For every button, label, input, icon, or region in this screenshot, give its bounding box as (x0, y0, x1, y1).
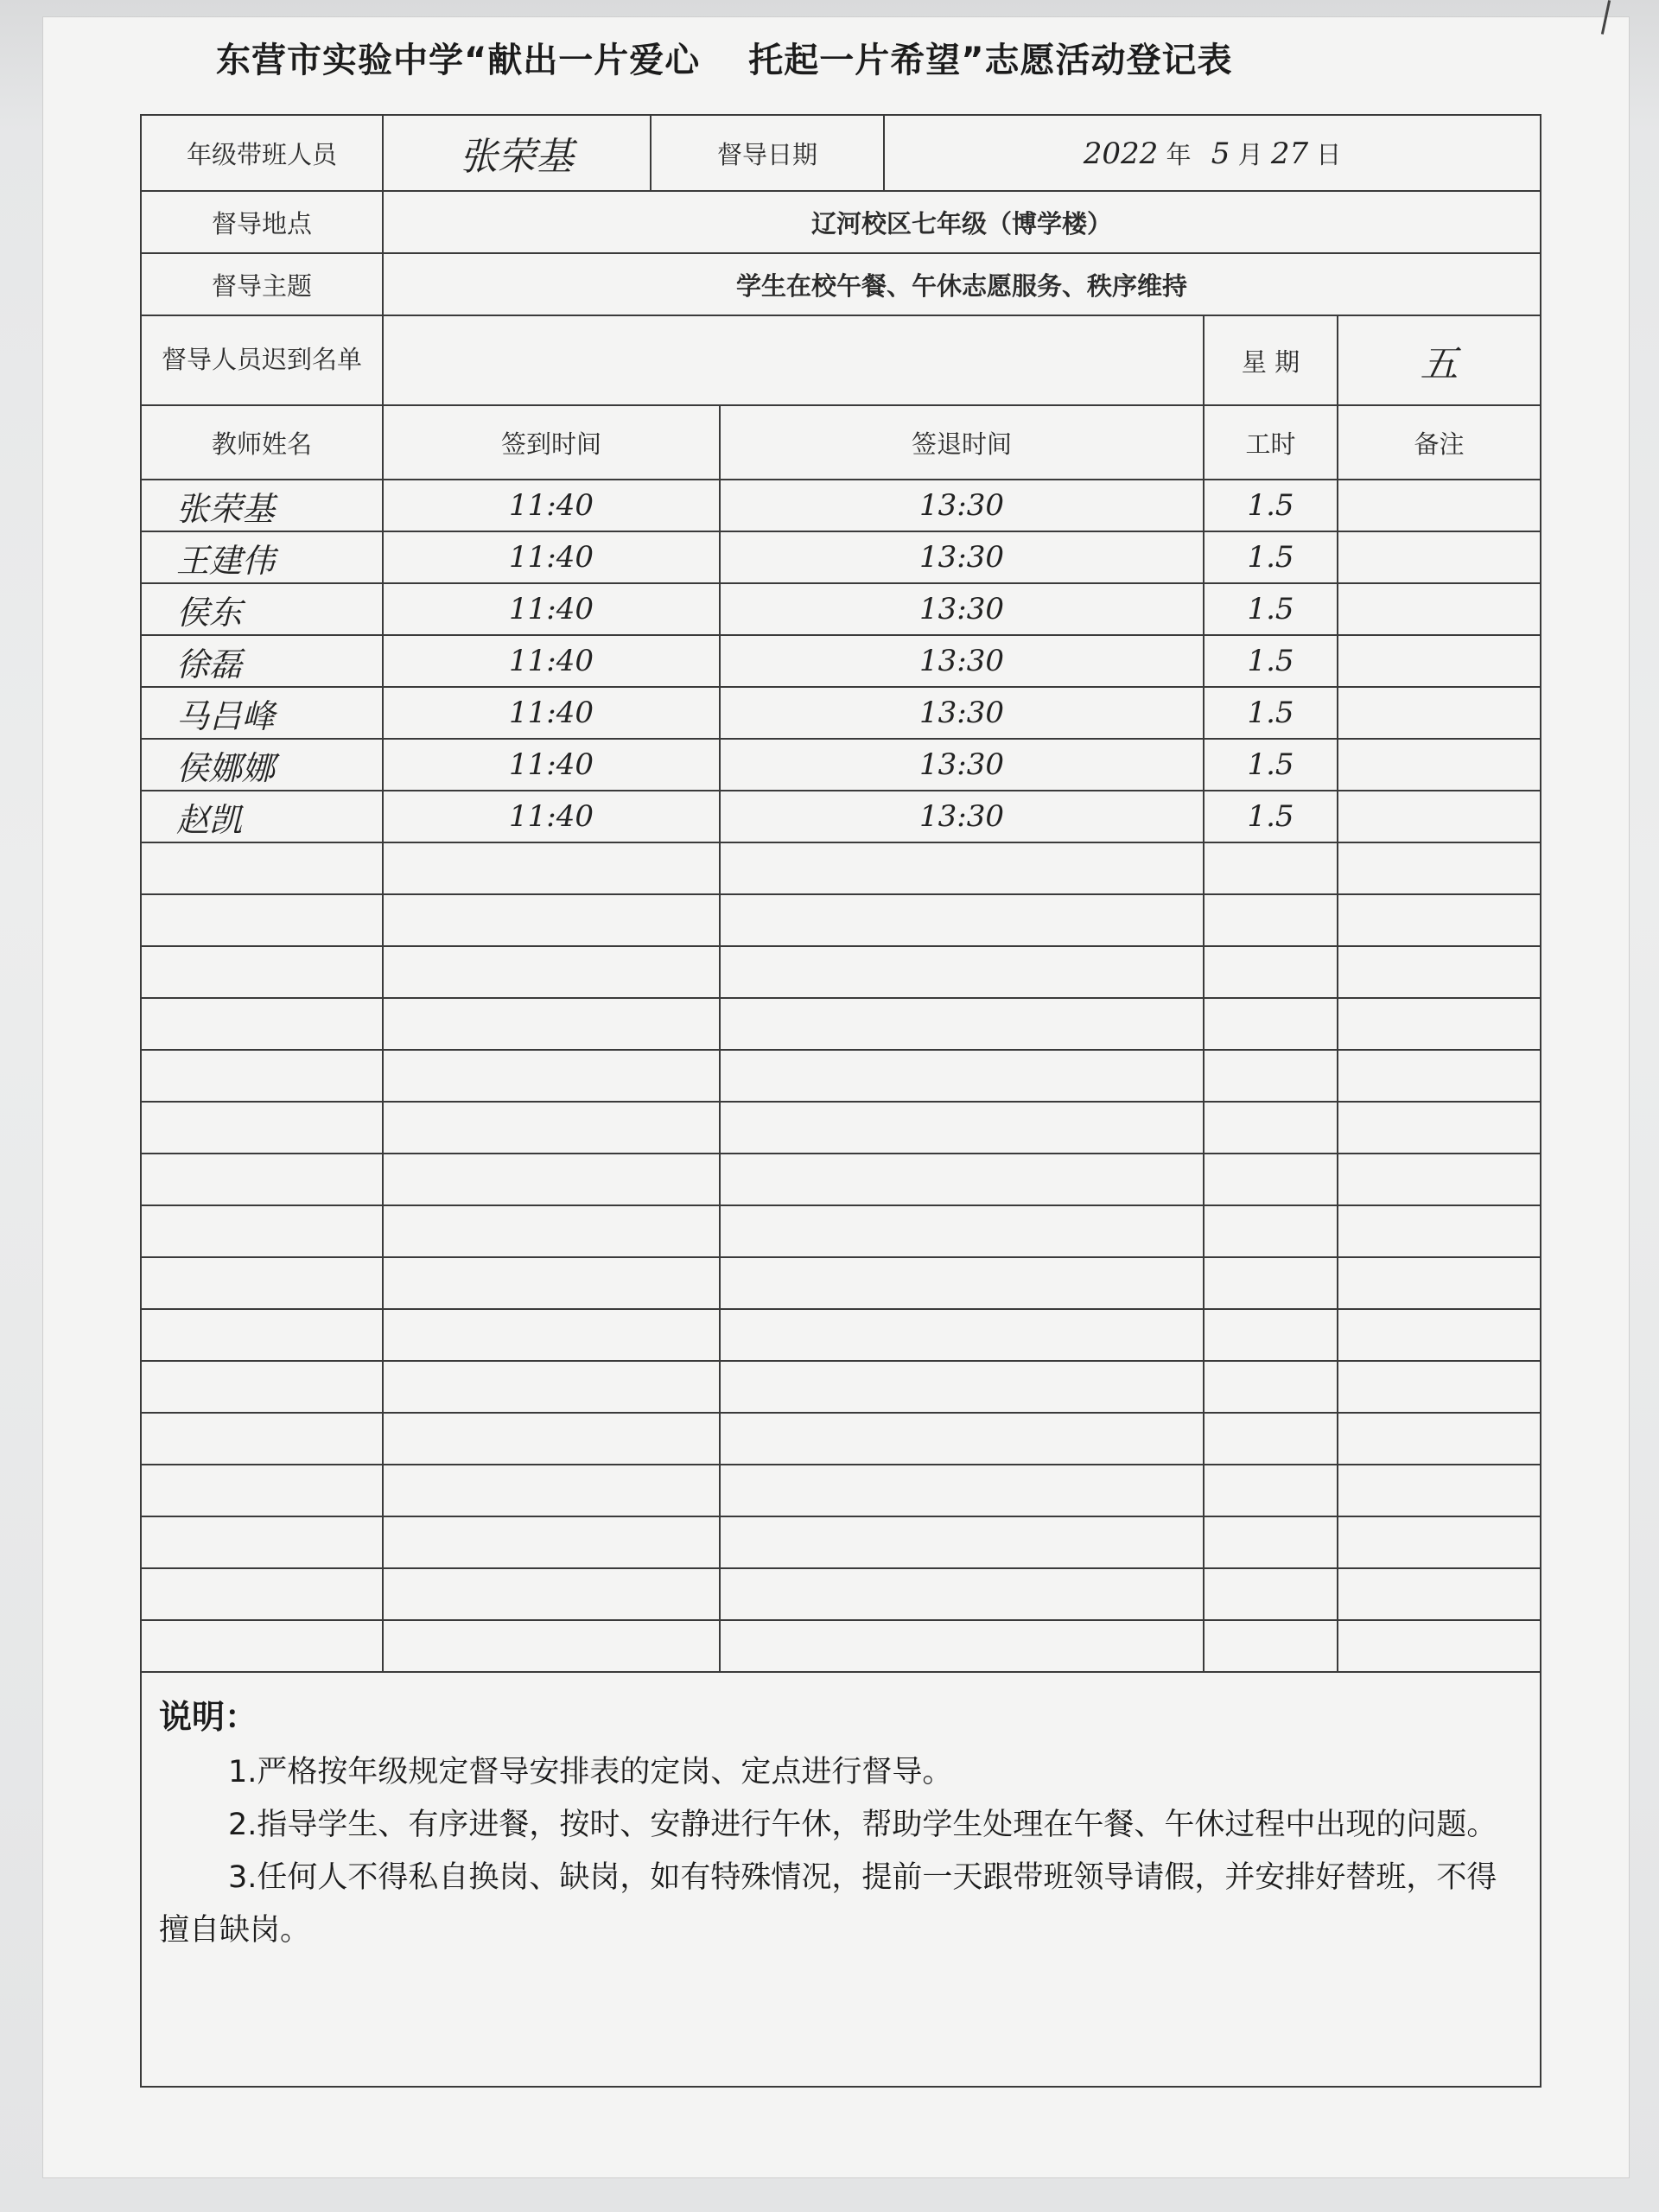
blank-row (141, 998, 1541, 1050)
blank-row (141, 1620, 1541, 1672)
blank-cell (1338, 1257, 1541, 1309)
sign-out-time: 13:30 (720, 531, 1204, 583)
blank-cell (720, 1413, 1204, 1465)
notes-row (141, 1672, 1541, 2087)
sign-out-time: 13:30 (720, 739, 1204, 791)
blank-cell (720, 1102, 1204, 1154)
blank-cell (141, 946, 383, 998)
blank-cell (383, 998, 720, 1050)
sign-out-time: 13:30 (720, 583, 1204, 635)
notes-item-2: 2.指导学生、有序进餐，按时、安静进行午休，帮助学生处理在午餐、午休过程中出现的问题。 (228, 1807, 1497, 1842)
blank-cell (720, 1568, 1204, 1620)
table-row (141, 480, 1541, 531)
blank-cell (1204, 1205, 1338, 1257)
blank-cell (720, 1465, 1204, 1516)
notes-item-1: 1.严格按年级规定督导安排表的定岗、定点进行督导。 (228, 1754, 953, 1789)
blank-cell (1204, 1309, 1338, 1361)
blank-cell (1338, 1102, 1541, 1154)
blank-cell (1204, 1465, 1338, 1516)
blank-row (141, 946, 1541, 998)
blank-cell (141, 1154, 383, 1205)
late-list-label: 督导人员迟到名单 (141, 315, 383, 405)
sign-in-time: 11:40 (383, 480, 720, 531)
blank-cell (1204, 894, 1338, 946)
blank-cell (1338, 1620, 1541, 1672)
blank-cell (720, 842, 1204, 894)
teacher-name: 赵凯 (141, 791, 383, 842)
remark (1338, 583, 1541, 635)
date-day-unit: 日 (1316, 139, 1342, 169)
grade-staff-value: 张荣基 (383, 115, 651, 191)
sign-out-time: 13:30 (720, 791, 1204, 842)
work-hours: 1.5 (1204, 739, 1338, 791)
blank-row (141, 1361, 1541, 1413)
blank-cell (720, 1309, 1204, 1361)
blank-cell (1338, 1516, 1541, 1568)
blank-cell (141, 1050, 383, 1102)
blank-cell (141, 842, 383, 894)
blank-cell (383, 1205, 720, 1257)
blank-row (141, 1309, 1541, 1361)
blank-cell (1204, 1568, 1338, 1620)
work-hours: 1.5 (1204, 531, 1338, 583)
blank-cell (141, 1620, 383, 1672)
blank-cell (141, 1568, 383, 1620)
theme-value: 学生在校午餐、午休志愿服务、秩序维持 (383, 253, 1541, 315)
blank-cell (141, 1102, 383, 1154)
attendance-rows (141, 480, 1541, 842)
late-list-value (383, 315, 1204, 405)
blank-cell (720, 1516, 1204, 1568)
blank-cell (1204, 1413, 1338, 1465)
teacher-name: 马吕峰 (141, 687, 383, 739)
location-label: 督导地点 (141, 191, 383, 253)
blank-cell (1338, 1309, 1541, 1361)
row-location (141, 191, 1541, 253)
theme-label: 督导主题 (141, 253, 383, 315)
blank-cell (720, 1050, 1204, 1102)
col-header-name: 教师姓名 (141, 405, 383, 480)
blank-cell (1338, 1050, 1541, 1102)
form-title: 东营市实验中学“献出一片爱心 托起一片希望”志愿活动登记表 (216, 41, 1233, 80)
registration-form (140, 114, 1541, 2088)
blank-cell (141, 1205, 383, 1257)
remark (1338, 635, 1541, 687)
blank-cell (720, 1154, 1204, 1205)
date-month: 5 (1211, 136, 1230, 171)
row-staff-date (141, 115, 1541, 191)
blank-cell (1204, 1102, 1338, 1154)
blank-row (141, 1465, 1541, 1516)
blank-cell (383, 1050, 720, 1102)
blank-row (141, 1413, 1541, 1465)
sign-in-time: 11:40 (383, 635, 720, 687)
table-row (141, 739, 1541, 791)
blank-cell (141, 1413, 383, 1465)
sign-out-time: 13:30 (720, 635, 1204, 687)
blank-cell (141, 1361, 383, 1413)
table-row (141, 583, 1541, 635)
blank-cell (720, 946, 1204, 998)
row-late-list (141, 315, 1541, 405)
table-row (141, 531, 1541, 583)
date-year: 2022 (1083, 136, 1159, 171)
blank-cell (383, 946, 720, 998)
blank-cell (1204, 998, 1338, 1050)
blank-cell (1338, 894, 1541, 946)
blank-cell (383, 1257, 720, 1309)
grade-staff-label: 年级带班人员 (141, 115, 383, 191)
work-hours: 1.5 (1204, 583, 1338, 635)
blank-row (141, 1205, 1541, 1257)
blank-cell (1204, 1154, 1338, 1205)
sign-out-time: 13:30 (720, 687, 1204, 739)
blank-row (141, 1257, 1541, 1309)
work-hours: 1.5 (1204, 635, 1338, 687)
blank-cell (383, 1568, 720, 1620)
blank-cell (1338, 1568, 1541, 1620)
blank-cell (141, 1257, 383, 1309)
blank-cell (1204, 1516, 1338, 1568)
blank-cell (383, 1361, 720, 1413)
blank-cell (1338, 1205, 1541, 1257)
work-hours: 1.5 (1204, 791, 1338, 842)
sign-in-time: 11:40 (383, 687, 720, 739)
blank-cell (1338, 1361, 1541, 1413)
table-row (141, 635, 1541, 687)
teacher-name: 张荣基 (141, 480, 383, 531)
date-label: 督导日期 (651, 115, 884, 191)
blank-cell (720, 1205, 1204, 1257)
blank-cell (141, 998, 383, 1050)
blank-row (141, 1568, 1541, 1620)
blank-cell (1204, 946, 1338, 998)
remark (1338, 791, 1541, 842)
blank-cell (383, 1413, 720, 1465)
blank-cell (141, 1465, 383, 1516)
weekday-value: 五 (1338, 315, 1541, 405)
date-year-unit: 年 (1166, 139, 1192, 169)
col-header-hours: 工时 (1204, 405, 1338, 480)
sign-in-time: 11:40 (383, 791, 720, 842)
blank-cell (1338, 1465, 1541, 1516)
blank-cell (383, 1154, 720, 1205)
remark (1338, 687, 1541, 739)
blank-row (141, 1516, 1541, 1568)
blank-cell (1338, 998, 1541, 1050)
col-header-sign-out: 签退时间 (720, 405, 1204, 480)
blank-cell (720, 998, 1204, 1050)
col-header-sign-in: 签到时间 (383, 405, 720, 480)
remark (1338, 480, 1541, 531)
blank-cell (383, 842, 720, 894)
sign-in-time: 11:40 (383, 739, 720, 791)
blank-row (141, 1050, 1541, 1102)
teacher-name: 王建伟 (141, 531, 383, 583)
sign-in-time: 11:40 (383, 583, 720, 635)
date-value (884, 115, 1541, 191)
blank-cell (141, 1516, 383, 1568)
work-hours: 1.5 (1204, 480, 1338, 531)
blank-cell (383, 894, 720, 946)
blank-cell (720, 894, 1204, 946)
blank-cell (1204, 842, 1338, 894)
teacher-name: 侯娜娜 (141, 739, 383, 791)
blank-cell (1338, 1413, 1541, 1465)
blank-row (141, 1154, 1541, 1205)
blank-cell (720, 1620, 1204, 1672)
blank-cell (1204, 1257, 1338, 1309)
date-day: 27 (1270, 136, 1309, 171)
blank-row (141, 1102, 1541, 1154)
date-month-unit: 月 (1237, 139, 1263, 169)
col-header-remarks: 备注 (1338, 405, 1541, 480)
blank-cell (1204, 1361, 1338, 1413)
remark (1338, 531, 1541, 583)
remark (1338, 739, 1541, 791)
blank-cell (141, 894, 383, 946)
blank-cell (720, 1257, 1204, 1309)
blank-cell (1338, 1154, 1541, 1205)
notes-item-3: 3.任何人不得私自换岗、缺岗，如有特殊情况，提前一天跟带班领导请假，并安排好替班，不得擅自缺岗。 (159, 1860, 1497, 1948)
notes-box (141, 1672, 1541, 2087)
row-theme (141, 253, 1541, 315)
blank-cell (383, 1516, 720, 1568)
notes-heading: 说明： (159, 1698, 258, 1736)
teacher-name: 侯东 (141, 583, 383, 635)
blank-cell (1204, 1050, 1338, 1102)
blank-row (141, 894, 1541, 946)
work-hours: 1.5 (1204, 687, 1338, 739)
table-row (141, 687, 1541, 739)
blank-row (141, 842, 1541, 894)
blank-cell (383, 1309, 720, 1361)
blank-cell (1338, 946, 1541, 998)
blank-cell (141, 1309, 383, 1361)
blank-cell (383, 1620, 720, 1672)
blank-cell (1204, 1620, 1338, 1672)
sign-in-time: 11:40 (383, 531, 720, 583)
blank-cell (1338, 842, 1541, 894)
location-value: 辽河校区七年级（博学楼） (383, 191, 1541, 253)
blank-cell (383, 1465, 720, 1516)
sign-out-time: 13:30 (720, 480, 1204, 531)
column-header-row (141, 405, 1541, 480)
blank-rows (141, 842, 1541, 1672)
table-row (141, 791, 1541, 842)
teacher-name: 徐磊 (141, 635, 383, 687)
blank-cell (720, 1361, 1204, 1413)
weekday-label: 星 期 (1204, 315, 1338, 405)
blank-cell (383, 1102, 720, 1154)
